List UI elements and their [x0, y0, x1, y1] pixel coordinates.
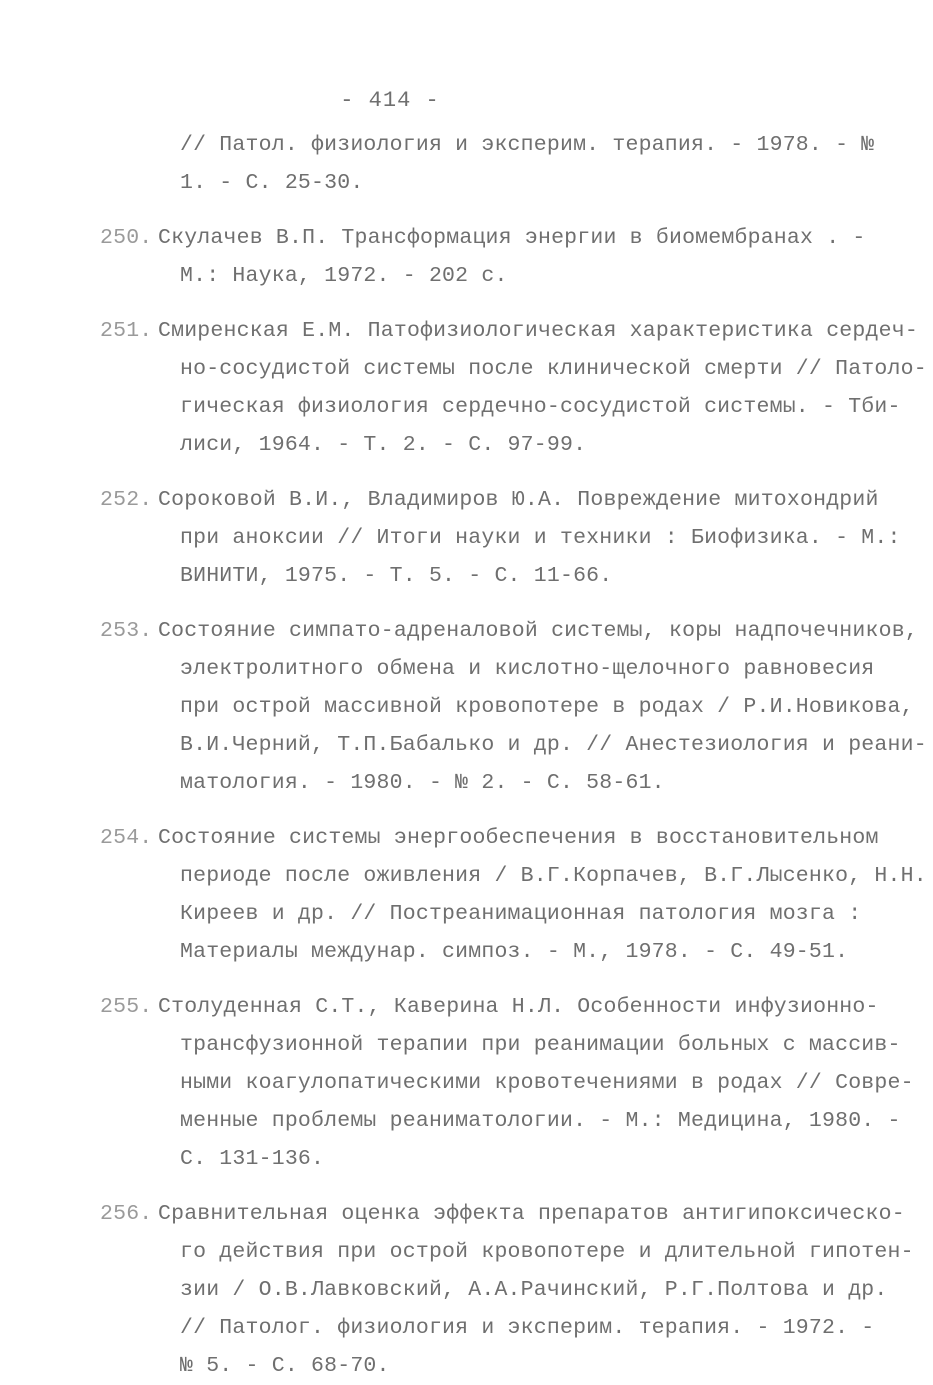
- reference-line: [100, 933, 880, 971]
- reference-line: [100, 688, 914, 726]
- reference-line: [100, 312, 918, 350]
- reference-line: [100, 519, 901, 557]
- reference-text: С. 131-136.: [180, 1147, 325, 1171]
- reference-line: [100, 1026, 901, 1064]
- reference-number: 250.: [100, 226, 153, 250]
- reference-number: 253.: [100, 619, 153, 643]
- reference-list: [100, 126, 927, 1385]
- reference-text: Сороковой В.И., Владимиров Ю.А. Повреждение митохондрий: [158, 488, 879, 512]
- reference-text: матология. - 1980. - № 2. - С. 58-61.: [180, 771, 665, 795]
- entry-gap: [100, 802, 880, 819]
- reference-line: [100, 1195, 905, 1233]
- reference-text: В.И.Черний, Т.П.Бабалько и др. // Анестезиология и реани-: [180, 733, 927, 757]
- reference-line: [100, 857, 927, 895]
- reference-line: [100, 388, 901, 426]
- entry-gap: [100, 202, 880, 219]
- entry-gap: [100, 464, 880, 481]
- entry-gap: [100, 971, 880, 988]
- reference-number: 252.: [100, 488, 153, 512]
- reference-text: при аноксии // Итоги науки и техники : Биофизика. - М.:: [180, 526, 901, 550]
- reference-text: трансфузионной терапии при реанимации больных с массив-: [180, 1033, 901, 1057]
- reference-line: [100, 257, 880, 295]
- reference-text: менные проблемы реаниматологии. - М.: Медицина, 1980. -: [180, 1109, 901, 1133]
- reference-text: 1. - С. 25-30.: [180, 171, 364, 195]
- reference-line: [100, 1309, 880, 1347]
- reference-text: зии / О.В.Лавковский, А.А.Рачинский, Р.Г.Полтова и др.: [180, 1278, 888, 1302]
- reference-text: гическая физиология сердечно-сосудистой системы. - Тби-: [180, 395, 901, 419]
- reference-line: [100, 219, 880, 257]
- reference-line: [100, 1102, 901, 1140]
- reference-line: [100, 481, 880, 519]
- reference-text: Столуденная С.Т., Каверина Н.Л. Особенности инфузионно-: [158, 995, 879, 1019]
- reference-line: [100, 726, 927, 764]
- reference-text: Сравнительная оценка эффекта препаратов антигипоксическо-: [158, 1202, 905, 1226]
- reference-text: при острой массивной кровопотере в родах / Р.И.Новикова,: [180, 695, 914, 719]
- reference-line: [100, 557, 880, 595]
- reference-text: // Патол. физиология и эксперим. терапия. - 1978. - №: [180, 133, 888, 157]
- reference-line: [100, 1271, 888, 1309]
- reference-line: [100, 819, 880, 857]
- page-number: - 414 -: [340, 88, 440, 113]
- reference-line: [100, 426, 880, 464]
- reference-text: ными коагулопатическими кровотечениями в родах // Совре-: [180, 1071, 914, 1095]
- reference-line: [100, 1064, 914, 1102]
- reference-text: го действия при острой кровопотере и длительной гипотен-: [180, 1240, 914, 1264]
- reference-line: [100, 895, 880, 933]
- reference-number: 255.: [100, 995, 153, 1019]
- reference-line: [100, 1347, 880, 1385]
- reference-text: Материалы междунар. симпоз. - М., 1978. - С. 49-51.: [180, 940, 849, 964]
- reference-line: [100, 1140, 880, 1178]
- reference-line: [100, 350, 927, 388]
- reference-number: 256.: [100, 1202, 153, 1226]
- reference-number: 251.: [100, 319, 153, 343]
- entry-gap: [100, 595, 880, 612]
- reference-number: 254.: [100, 826, 153, 850]
- reference-line: [100, 126, 888, 164]
- reference-text: периоде после оживления / В.Г.Корпачев, В.Г.Лысенко, Н.Н.: [180, 864, 927, 888]
- reference-text: Состояние системы энергообеспечения в восстановительном: [158, 826, 879, 850]
- reference-line: [100, 764, 880, 802]
- reference-line: [100, 988, 880, 1026]
- reference-text: Состояние симпато-адреналовой системы, коры надпочечников,: [158, 619, 918, 643]
- reference-text: М.: Наука, 1972. - 202 с.: [180, 264, 508, 288]
- reference-line: [100, 612, 918, 650]
- reference-line: [100, 1233, 914, 1271]
- reference-line: [100, 650, 880, 688]
- reference-text: лиси, 1964. - Т. 2. - С. 97-99.: [180, 433, 587, 457]
- entry-gap: [100, 1178, 880, 1195]
- reference-text: но-сосудистой системы после клинической смерти // Патоло-: [180, 357, 927, 381]
- reference-line: [100, 164, 880, 202]
- reference-text: электролитного обмена и кислотно-щелочного равновесия: [180, 657, 875, 681]
- reference-text: Скулачев В.П. Трансформация энергии в биомембранах . -: [158, 226, 866, 250]
- reference-text: Киреев и др. // Постреанимационная патология мозга :: [180, 902, 862, 926]
- reference-text: // Патолог. физиология и эксперим. терапия. - 1972. -: [180, 1316, 875, 1340]
- entry-gap: [100, 295, 880, 312]
- reference-text: Смиренская Е.М. Патофизиологическая характеристика сердеч-: [158, 319, 918, 343]
- reference-text: ВИНИТИ, 1975. - Т. 5. - С. 11-66.: [180, 564, 613, 588]
- reference-text: № 5. - С. 68-70.: [180, 1354, 390, 1378]
